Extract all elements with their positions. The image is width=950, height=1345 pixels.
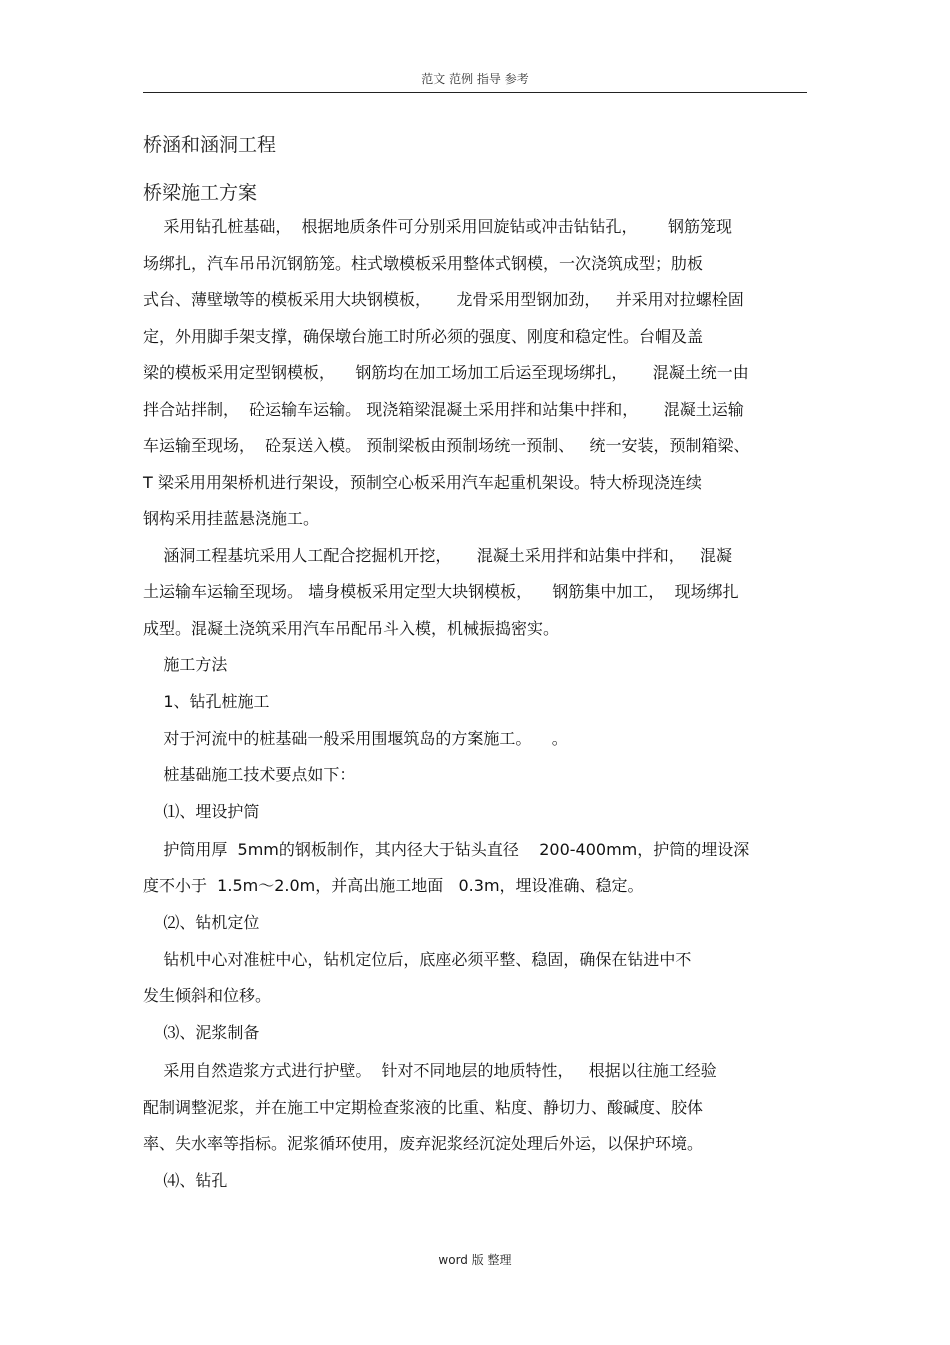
text-line: 采用钻孔桩基础， 根据地质条件可分别采用回旋钻或冲击钻钻孔， 钢筋笼现 <box>143 217 733 236</box>
text-line: T 梁采用用架桥机进行架设，预制空心板采用汽车起重机架设。特大桥现浇连续 <box>143 473 702 492</box>
text-line: 施工方法 <box>143 655 228 674</box>
text-line: ⑵、钻机定位 <box>143 913 260 932</box>
header-text: 范文 范例 指导 参考 <box>421 72 529 86</box>
page-header <box>143 70 807 93</box>
text-line: 土运输车运输至现场。 墙身模板采用定型大块钢模板， 钢筋集中加工， 现场绑扎 <box>143 582 739 601</box>
text-line: 涵洞工程基坑采用人工配合挖掘机开挖， 混凝土采用拌和站集中拌和， 混凝 <box>143 546 733 565</box>
text-line: 钢构采用挂蓝悬浇施工。 <box>143 509 320 528</box>
text-line: 成型。混凝土浇筑采用汽车吊配吊斗入模，机械振捣密实。 <box>143 619 560 638</box>
text-line: 梁的模板采用定型钢模板， 钢筋均在加工场加工后运至现场绑扎， 混凝土统一由 <box>143 363 749 382</box>
page-footer: word 版 整理 <box>438 1253 512 1267</box>
text-line: 定，外用脚手架支撑，确保墩台施工时所必须的强度、刚度和稳定性。台帽及盖 <box>143 327 704 346</box>
text-line: 度不小于 1.5m～2.0m，并高出施工地面 0.3m，埋设准确、稳定。 <box>143 876 644 895</box>
text-line: 1、钻孔桩施工 <box>143 692 270 711</box>
text-line: 车运输至现场， 砼泵送入模。 预制梁板由预制场统一预制、 统一安装，预制箱梁、 <box>143 436 750 455</box>
text-line: 对于河流中的桩基础一般采用围堰筑岛的方案施工。 。 <box>143 729 568 748</box>
text-line: 钻机中心对准桩中心，钻机定位后，底座必须平整、稳固，确保在钻进中不 <box>143 950 692 969</box>
text-line: 护筒用厚 5mm的钢板制作，其内径大于钻头直径 200-400mm，护筒的埋设深 <box>143 840 750 859</box>
text-line: ⑶、泥浆制备 <box>143 1023 260 1042</box>
section-heading: 桥梁施工方案 <box>143 182 258 204</box>
text-line: 式台、薄壁墩等的模板采用大块钢模板， 龙骨采用型钢加劲， 并采用对拉螺栓固 <box>143 290 744 309</box>
text-line: ⑴、埋设护筒 <box>143 802 260 821</box>
text-line: 桩基础施工技术要点如下： <box>143 765 356 784</box>
text-line: ⑷、钻孔 <box>143 1171 228 1190</box>
text-line: 率、失水率等指标。泥浆循环使用，废弃泥浆经沉淀处理后外运，以保护环境。 <box>143 1134 704 1153</box>
text-line: 发生倾斜和位移。 <box>143 986 272 1005</box>
text-line: 采用自然造浆方式进行护壁。 针对不同地层的地质特性， 根据以往施工经验 <box>143 1061 717 1080</box>
text-line: 拌合站拌制， 砼运输车运输。 现浇箱梁混凝土采用拌和站集中拌和， 混凝土运输 <box>143 400 744 419</box>
text-line: 场绑扎，汽车吊吊沉钢筋笼。柱式墩模板采用整体式钢模，一次浇筑成型；肋板 <box>143 254 704 273</box>
text-line: 配制调整泥浆，并在施工中定期检查浆液的比重、粘度、静切力、酸碱度、胶体 <box>143 1098 704 1117</box>
title-heading: 桥涵和涵洞工程 <box>143 134 277 156</box>
